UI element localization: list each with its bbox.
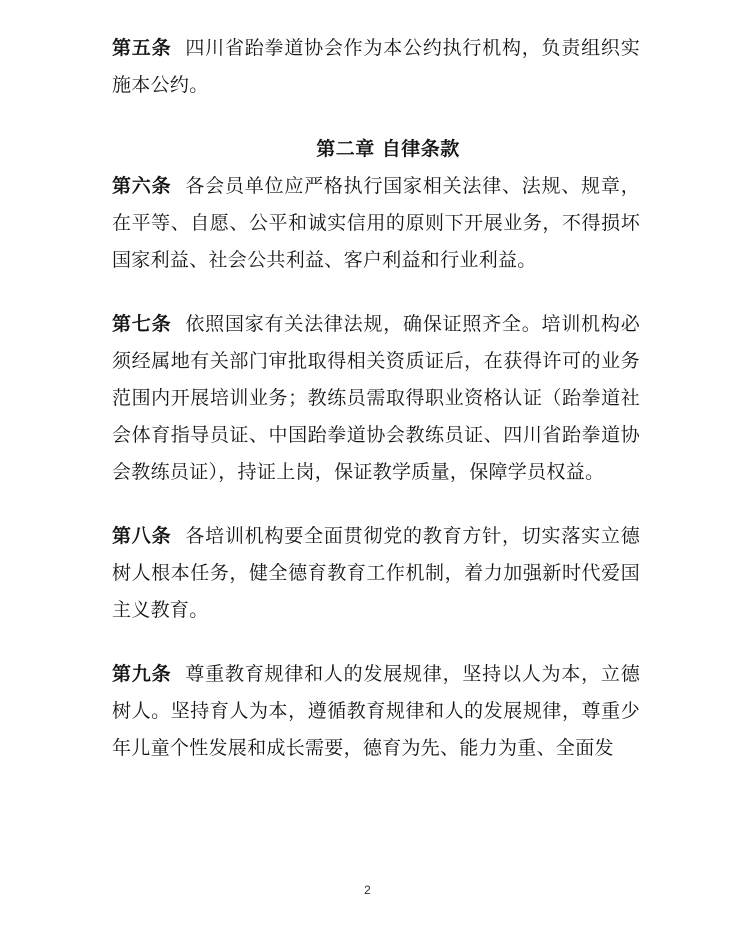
article-9-label: 第九条: [112, 663, 172, 685]
article-9: [112, 656, 640, 767]
article-5-text: 四川省跆拳道协会作为本公约执行机构，负责组织实施本公约。: [112, 37, 641, 96]
article-6-label: 第六条: [112, 175, 172, 197]
article-9-text: 尊重教育规律和人的发展规律，坚持以人为本，立德树人。坚持育人为本，遵循教育规律和人的发展规律，尊重少年儿童个性发展和成长需要，德育为先、能力为重、全面发: [112, 663, 641, 759]
article-8: [112, 518, 640, 629]
article-7: [112, 306, 640, 491]
article-8-label: 第八条: [112, 525, 172, 547]
article-6-text: 各会员单位应严格执行国家相关法律、法规、规章，在平等、自愿、公平和诚实信用的原则下开展业务，不得损坏国家利益、社会公共利益、客户利益和行业利益。: [112, 175, 641, 271]
document-body: [112, 30, 640, 767]
article-7-text: 依照国家有关法律法规，确保证照齐全。培训机构必须经属地有关部门审批取得相关资质证后，在获得许可的业务范围内开展培训业务；教练员需取得职业资格认证（跆拳道社会体育指导员证、中国跆拳道协会教练员证、四川省跆拳道协会教练员证），持证上岗，保证教学质量，保障学员权益。: [112, 313, 641, 483]
page-number: 2: [364, 883, 371, 897]
chapter-title: 第二章 自律条款: [316, 138, 460, 160]
article-8-text: 各培训机构要全面贯彻党的教育方针，切实落实立德树人根本任务，健全德育教育工作机制，着力加强新时代爱国主义教育。: [112, 525, 641, 621]
article-7-label: 第七条: [112, 313, 172, 335]
article-5: [112, 30, 640, 104]
article-6: [112, 168, 640, 279]
article-5-label: 第五条: [112, 37, 172, 59]
